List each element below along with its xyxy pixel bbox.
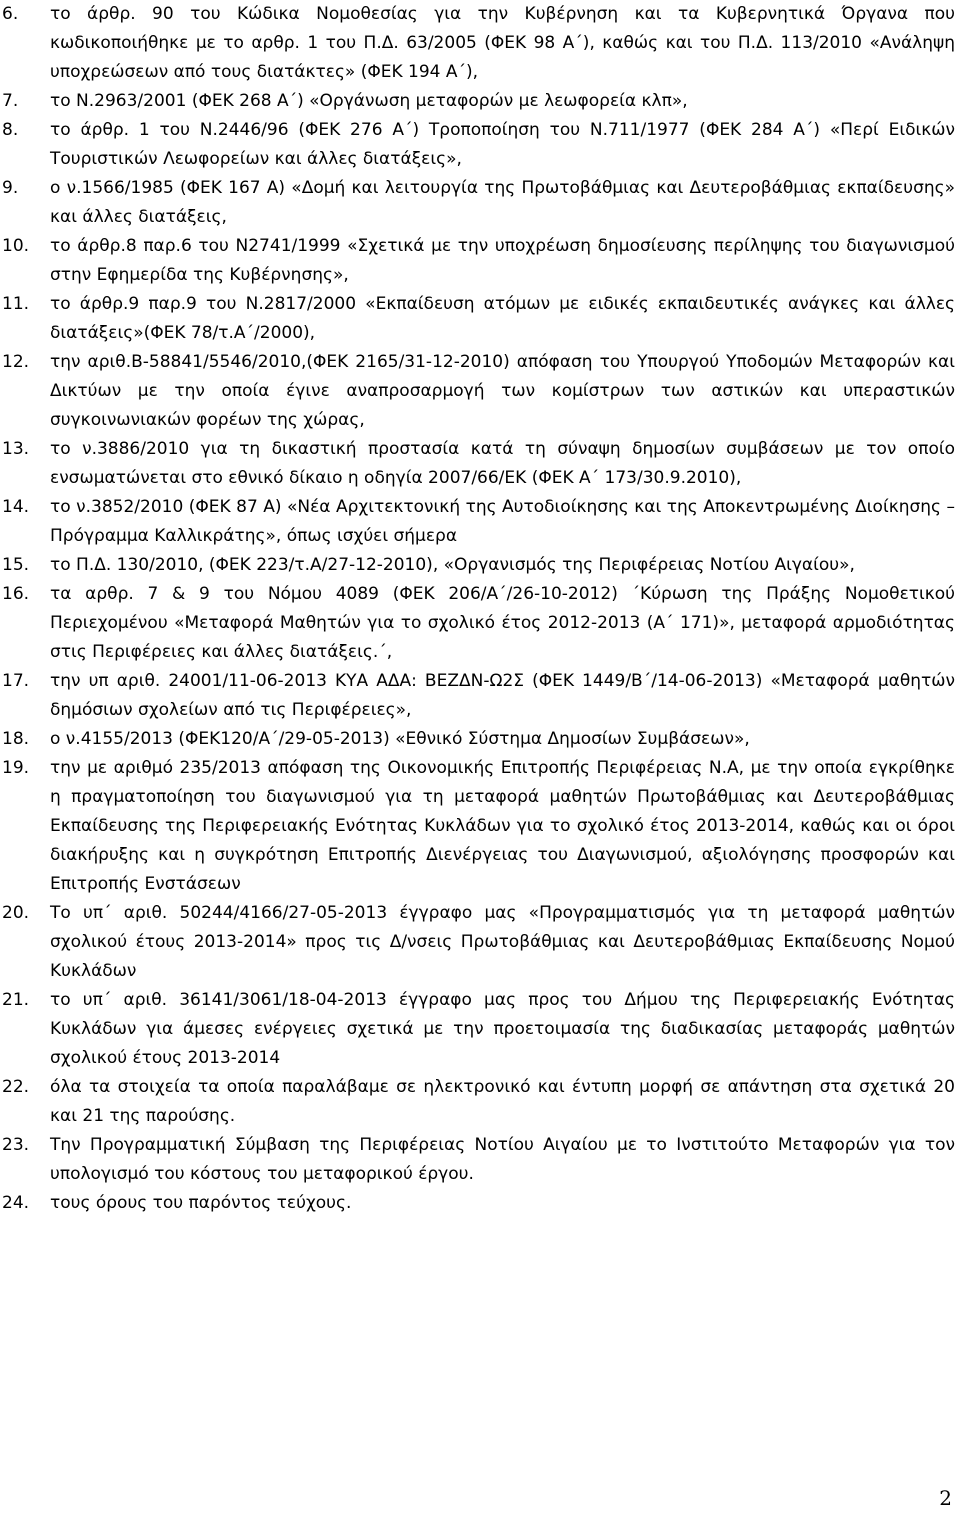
list-item [0,667,960,725]
item-text: Το υπ΄ αριθ. 50244/4166/27-05-2013 έγγραφο μας «Προγραμματισμός για τη μεταφορά μαθητών σχολικού έτους 2013-2014» προς τις Δ/νσεις Πρωτοβάθμιας και Δευτεροβάθμιας Εκπαίδευσης Νομού Κυκλάδων [50,903,955,981]
list-item [0,87,960,116]
list-item [0,0,960,87]
item-number: 16. [2,584,30,604]
item-number: 20. [2,903,30,923]
list-item [0,435,960,493]
item-text: όλα τα στοιχεία τα οποία παραλάβαμε σε ηλεκτρονικό και έντυπη μορφή σε απάντηση στα σχετικά 20 και 21 της παρούσης. [50,1077,955,1126]
item-text: την με αριθμό 235/2013 απόφαση της Οικονομικής Επιτροπής Περιφέρειας Ν.Α, με την οποία εγκρίθηκε η πραγματοποίηση του διαγωνισμού για τη μεταφορά μαθητών Πρωτοβάθμιας και Δευτεροβάθμιας Εκπαίδευσης της Περιφερειακής Ενότητας Κυκλάδων για το σχολικό έτος 2013-2014, καθώς και οι όροι διακήρυξης και η συγκρότηση Επιτροπής Διενέργειας του Διαγωνισμού, αξιολόγησης προσφορών και Επιτροπής Ενστάσεων [50,758,955,894]
item-text: το άρθρ. 1 του Ν.2446/96 (ΦΕΚ 276 Α΄) Τροποποίηση του Ν.711/1977 (ΦΕΚ 284 Α΄) «Περί Ειδικών Τουριστικών Λεωφορείων και άλλες διατάξεις», [50,120,955,169]
list-item [0,348,960,435]
item-text: το Π.Δ. 130/2010, (ΦΕΚ 223/τ.Α/27-12-2010), «Οργανισμός της Περιφέρειας Νοτίου Αιγαίου», [50,555,855,575]
item-number: 23. [2,1135,30,1155]
list-item [0,580,960,667]
item-number: 17. [2,671,30,691]
item-text: ο ν.1566/1985 (ΦΕΚ 167 Α) «Δομή και λειτουργία της Πρωτοβάθμιας και Δευτεροβάθμιας εκπαίδευσης» και άλλες διατάξεις, [50,178,955,227]
item-number: 8. [2,120,19,140]
list-item [0,290,960,348]
item-number: 14. [2,497,30,517]
item-number: 18. [2,729,30,749]
list-item [0,725,960,754]
item-text: το άρθρ.9 παρ.9 του Ν.2817/2000 «Εκπαίδευση ατόμων με ειδικές εκπαιδευτικές ανάγκες και άλλες διατάξεις»(ΦΕΚ 78/τ.Α΄/2000), [50,294,955,343]
item-text: το άρθρ.8 παρ.6 του Ν2741/1999 «Σχετικά με την υποχρέωση δημοσίευσης περίληψης του διαγωνισμού στην Εφημερίδα της Κυβέρνησης», [50,236,955,285]
list-item [0,551,960,580]
list-item [0,1189,960,1218]
item-number: 21. [2,990,30,1010]
list-item [0,1131,960,1189]
item-number: 7. [2,91,19,111]
item-text: το υπ΄ αριθ. 36141/3061/18-04-2013 έγγραφο μας προς του Δήμου της Περιφερειακής Ενότητας Κυκλάδων για άμεσες ενέργειες σχετικά με την προετοιμασία της διαδικασίας μεταφοράς μαθητών σχολικού έτους 2013-2014 [50,990,955,1068]
item-text: το ν.3886/2010 για τη δικαστική προστασία κατά τη σύναψη δημοσίων συμβάσεων με τον οποίο ενσωματώνεται στο εθνικό δίκαιο η οδηγία 2007/66/ΕΚ (ΦΕΚ Α΄ 173/30.9.2010), [50,439,955,488]
item-number: 9. [2,178,19,198]
item-number: 11. [2,294,30,314]
list-item [0,754,960,899]
list-item [0,899,960,986]
item-number: 19. [2,758,30,778]
item-text: το Ν.2963/2001 (ΦΕΚ 268 Α΄) «Οργάνωση μεταφορών με λεωφορεία κλπ», [50,91,688,111]
item-text: την υπ αριθ. 24001/11-06-2013 ΚΥΑ ΑΔΑ: ΒΕΖΔΝ-Ω2Σ (ΦΕΚ 1449/Β΄/14-06-2013) «Μεταφορά μαθητών δημόσιων σχολείων από τις Περιφέρειες», [50,671,955,720]
list-item [0,986,960,1073]
item-text: το άρθρ. 90 του Κώδικα Νομοθεσίας για την Κυβέρνηση και τα Κυβερνητικά Όργανα που κωδικοποιήθηκε με το αρθρ. 1 του Π.Δ. 63/2005 (ΦΕΚ 98 Α΄), καθώς και του Π.Δ. 113/2010 «Ανάληψη υποχρεώσεων από τους διατάκτες» (ΦΕΚ 194 Α΄), [50,4,955,82]
item-text: το ν.3852/2010 (ΦΕΚ 87 Α) «Νέα Αρχιτεκτονική της Αυτοδιοίκησης και της Αποκεντρωμένης Διοίκησης – Πρόγραμμα Καλλικράτης», όπως ισχύει σήμερα [50,497,955,546]
item-number: 22. [2,1077,30,1097]
item-text: Την Προγραμματική Σύμβαση της Περιφέρειας Νοτίου Αιγαίου με το Ινστιτούτο Μεταφορών για τον υπολογισμό του κόστους του μεταφορικού έργου. [50,1135,955,1184]
item-number: 10. [2,236,30,256]
page-number: 2 [939,1486,952,1510]
item-number: 12. [2,352,30,372]
list-item [0,1073,960,1131]
item-number: 13. [2,439,30,459]
list-item [0,116,960,174]
item-text: την αριθ.Β-58841/5546/2010,(ΦΕΚ 2165/31-12-2010) απόφαση του Υπουργού Υποδομών Μεταφορών και Δικτύων με την οποία έγινε αναπροσαρμογή των κομίστρων των αστικών και υπεραστικών συγκοινωνιακών φορέων της χώρας, [50,352,955,430]
list-item [0,493,960,551]
item-number: 15. [2,555,30,575]
list-item [0,232,960,290]
item-text: ο ν.4155/2013 (ΦΕΚ120/Α΄/29-05-2013) «Εθνικό Σύστημα Δημοσίων Συμβάσεων», [50,729,750,749]
item-number: 6. [2,4,19,24]
item-text: τους όρους του παρόντος τεύχους. [50,1193,352,1213]
list-item [0,174,960,232]
item-text: τα αρθρ. 7 & 9 του Νόμου 4089 (ΦΕΚ 206/Α΄/26-10-2012) ΄Κύρωση της Πράξης Νομοθετικού Περιεχομένου «Μεταφορά Μαθητών για το σχολικό έτος 2012-2013 (Α΄ 171)», μεταφορά αρμοδιότητας στις Περιφέρειες και άλλες διατάξεις.΄, [50,584,955,662]
item-number: 24. [2,1193,30,1213]
